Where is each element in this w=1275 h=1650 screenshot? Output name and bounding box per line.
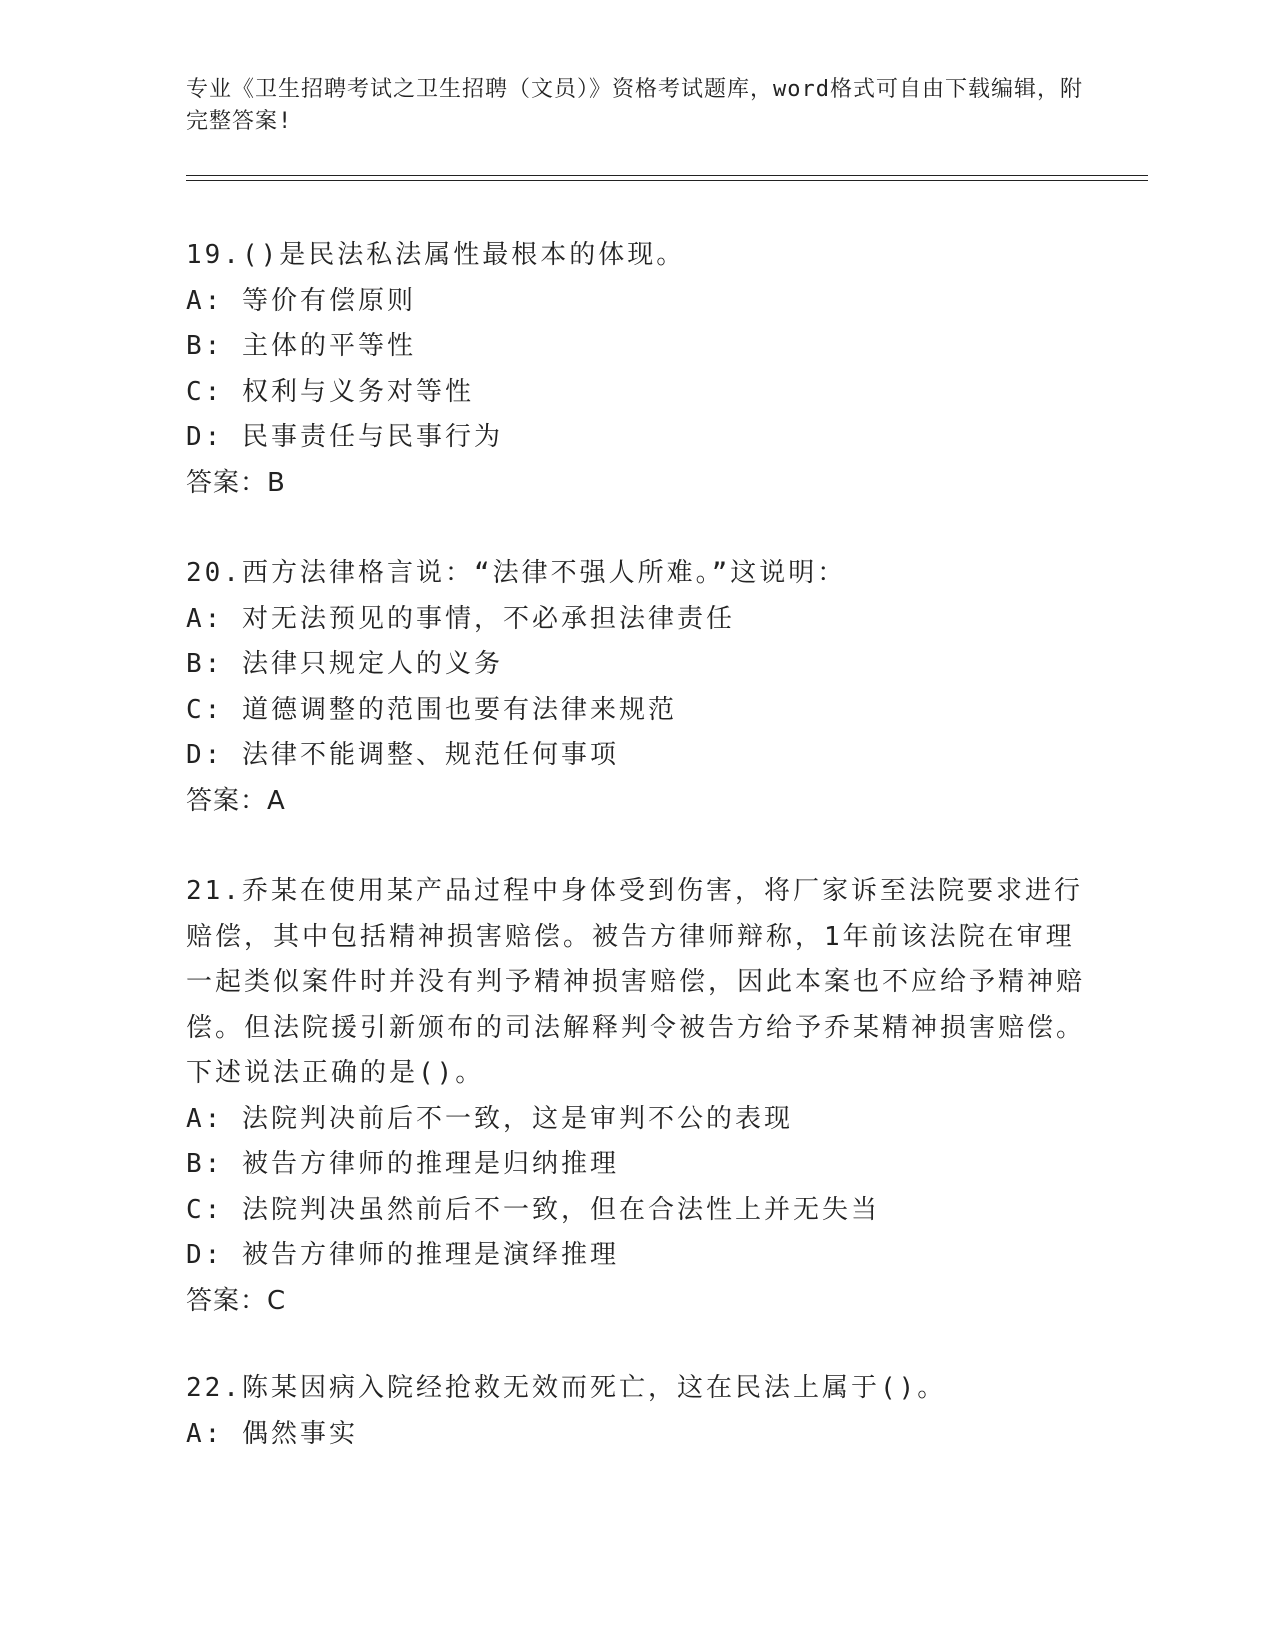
document-header: 专业《卫生招聘考试之卫生招聘（文员）》资格考试题库，word格式可自由下载编辑，附完整答案!: [186, 77, 1083, 134]
option-b: B: 主体的平等性: [186, 331, 416, 361]
question-20: [186, 551, 1086, 824]
question-stem: 19.()是民法私法属性最根本的体现。: [186, 240, 686, 270]
option-b: B: 被告方律师的推理是归纳推理: [186, 1149, 619, 1179]
question-stem: 20.西方法律格言说：“法律不强人所难。”这说明：: [186, 558, 847, 588]
option-a: A: 对无法预见的事情，不必承担法律责任: [186, 603, 735, 634]
option-a: A: 等价有偿原则: [186, 285, 416, 316]
header-divider-bottom: [186, 180, 1148, 181]
option-d: D: 法律不能调整、规范任何事项: [186, 740, 619, 770]
option-d: D: 民事责任与民事行为: [186, 422, 503, 452]
option-c: C: 法院判决虽然前后不一致，但在合法性上并无失当: [186, 1194, 880, 1225]
option-a: A: 法院判决前后不一致，这是审判不公的表现: [186, 1103, 793, 1134]
question-19: [186, 233, 1086, 506]
question-stem: 22.陈某因病入院经抢救无效而死亡，这在民法上属于()。: [186, 1373, 947, 1403]
answer: 答案：C: [186, 1285, 287, 1316]
option-d: D: 被告方律师的推理是演绎推理: [186, 1240, 619, 1270]
option-c: C: 权利与义务对等性: [186, 376, 474, 407]
question-stem: 21.乔某在使用某产品过程中身体受到伤害，将厂家诉至法院要求进行赔偿，其中包括精神损害赔偿。被告方律师辩称，1年前该法院在审理一起类似案件时并没有判予精神损害赔偿，因此本案也不应给予精神赔偿。但法院援引新颁布的司法解释判令被告方给予乔某精神损害赔偿。下述说法正确的是()。: [186, 876, 1086, 1088]
question-21: [186, 869, 1086, 1324]
answer: 答案：A: [186, 785, 286, 816]
option-c: C: 道德调整的范围也要有法律来规范: [186, 694, 677, 725]
option-a: A: 偶然事实: [186, 1418, 358, 1449]
answer: 答案：B: [186, 467, 286, 498]
header-divider-top: [186, 175, 1148, 176]
option-b: B: 法律只规定人的义务: [186, 649, 503, 679]
question-22: [186, 1366, 1086, 1457]
